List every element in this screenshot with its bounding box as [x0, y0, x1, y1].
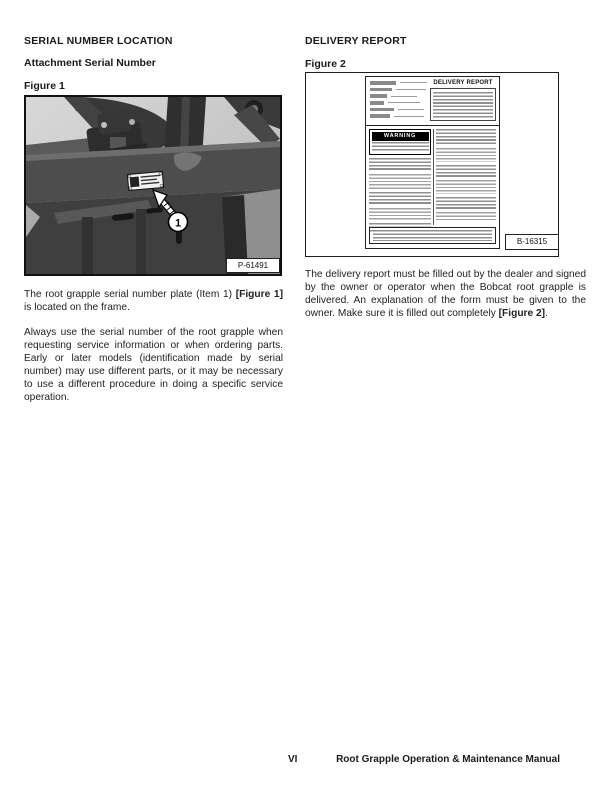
delivery-paragraph: [305, 268, 586, 320]
right-column: [305, 30, 586, 320]
figure-2-reference: [Figure 2]: [498, 308, 546, 319]
form-header-right: [430, 77, 499, 125]
paragraph-text: The delivery report must be filled out by the dealer and signed by the owner or operator when the Bobcat root grapple is delivered. An explanation of the form must be given to the owner. Make sure it is filled out completely: [305, 269, 586, 319]
figure-ref-label: B-16315: [505, 234, 559, 250]
footer-manual-title: Root Grapple Operation & Maintenance Manual: [336, 754, 560, 765]
form-body-left: [369, 129, 431, 229]
root-grapple-photo-illustration: [26, 97, 280, 274]
serial-paragraph-2: Always use the serial number of the root grapple when requesting service information or when ordering parts. Early or later models (identification made by serial number) may use different parts, or it may be necessary to use a different procedure in doing a specific service operation.: [24, 327, 283, 403]
callout-1: [169, 213, 188, 232]
form-body: [366, 126, 499, 229]
subsection-title-attachment-serial-number: Attachment Serial Number: [24, 57, 156, 69]
figure-2-label: Figure 2: [305, 58, 346, 70]
callout-number: 1: [174, 217, 182, 230]
figure-1-label: Figure 1: [24, 80, 65, 92]
form-header-box: [430, 88, 496, 121]
form-column-divider: [433, 129, 434, 225]
section-title-serial-number-location: SERIAL NUMBER LOCATION: [24, 35, 173, 47]
serial-number-plate: [127, 171, 163, 190]
figure-2-illustration: [305, 72, 559, 257]
figure-1-reference: [Figure 1]: [235, 289, 283, 300]
paragraph-text: .: [545, 308, 548, 319]
warning-banner: WARNING: [372, 132, 429, 141]
paragraph-text: is located on the frame.: [24, 302, 130, 313]
section-title-delivery-report: DELIVERY REPORT: [305, 35, 407, 47]
paragraph-text: The root grapple serial number plate (Item 1): [24, 289, 236, 300]
form-title: DELIVERY REPORT: [433, 80, 493, 86]
form-body-right: [436, 129, 496, 229]
serial-paragraph-1: [24, 288, 283, 314]
footer-page-number: VI: [288, 754, 298, 765]
left-column: [24, 30, 283, 404]
delivery-report-form: [365, 76, 500, 249]
photo-ref-label: P-61491: [226, 258, 280, 273]
warning-box: [369, 129, 431, 155]
form-bottom-box: [369, 227, 496, 244]
form-header-fields: [366, 77, 430, 125]
figure-1-photo: [24, 95, 282, 276]
form-header: [366, 77, 499, 126]
